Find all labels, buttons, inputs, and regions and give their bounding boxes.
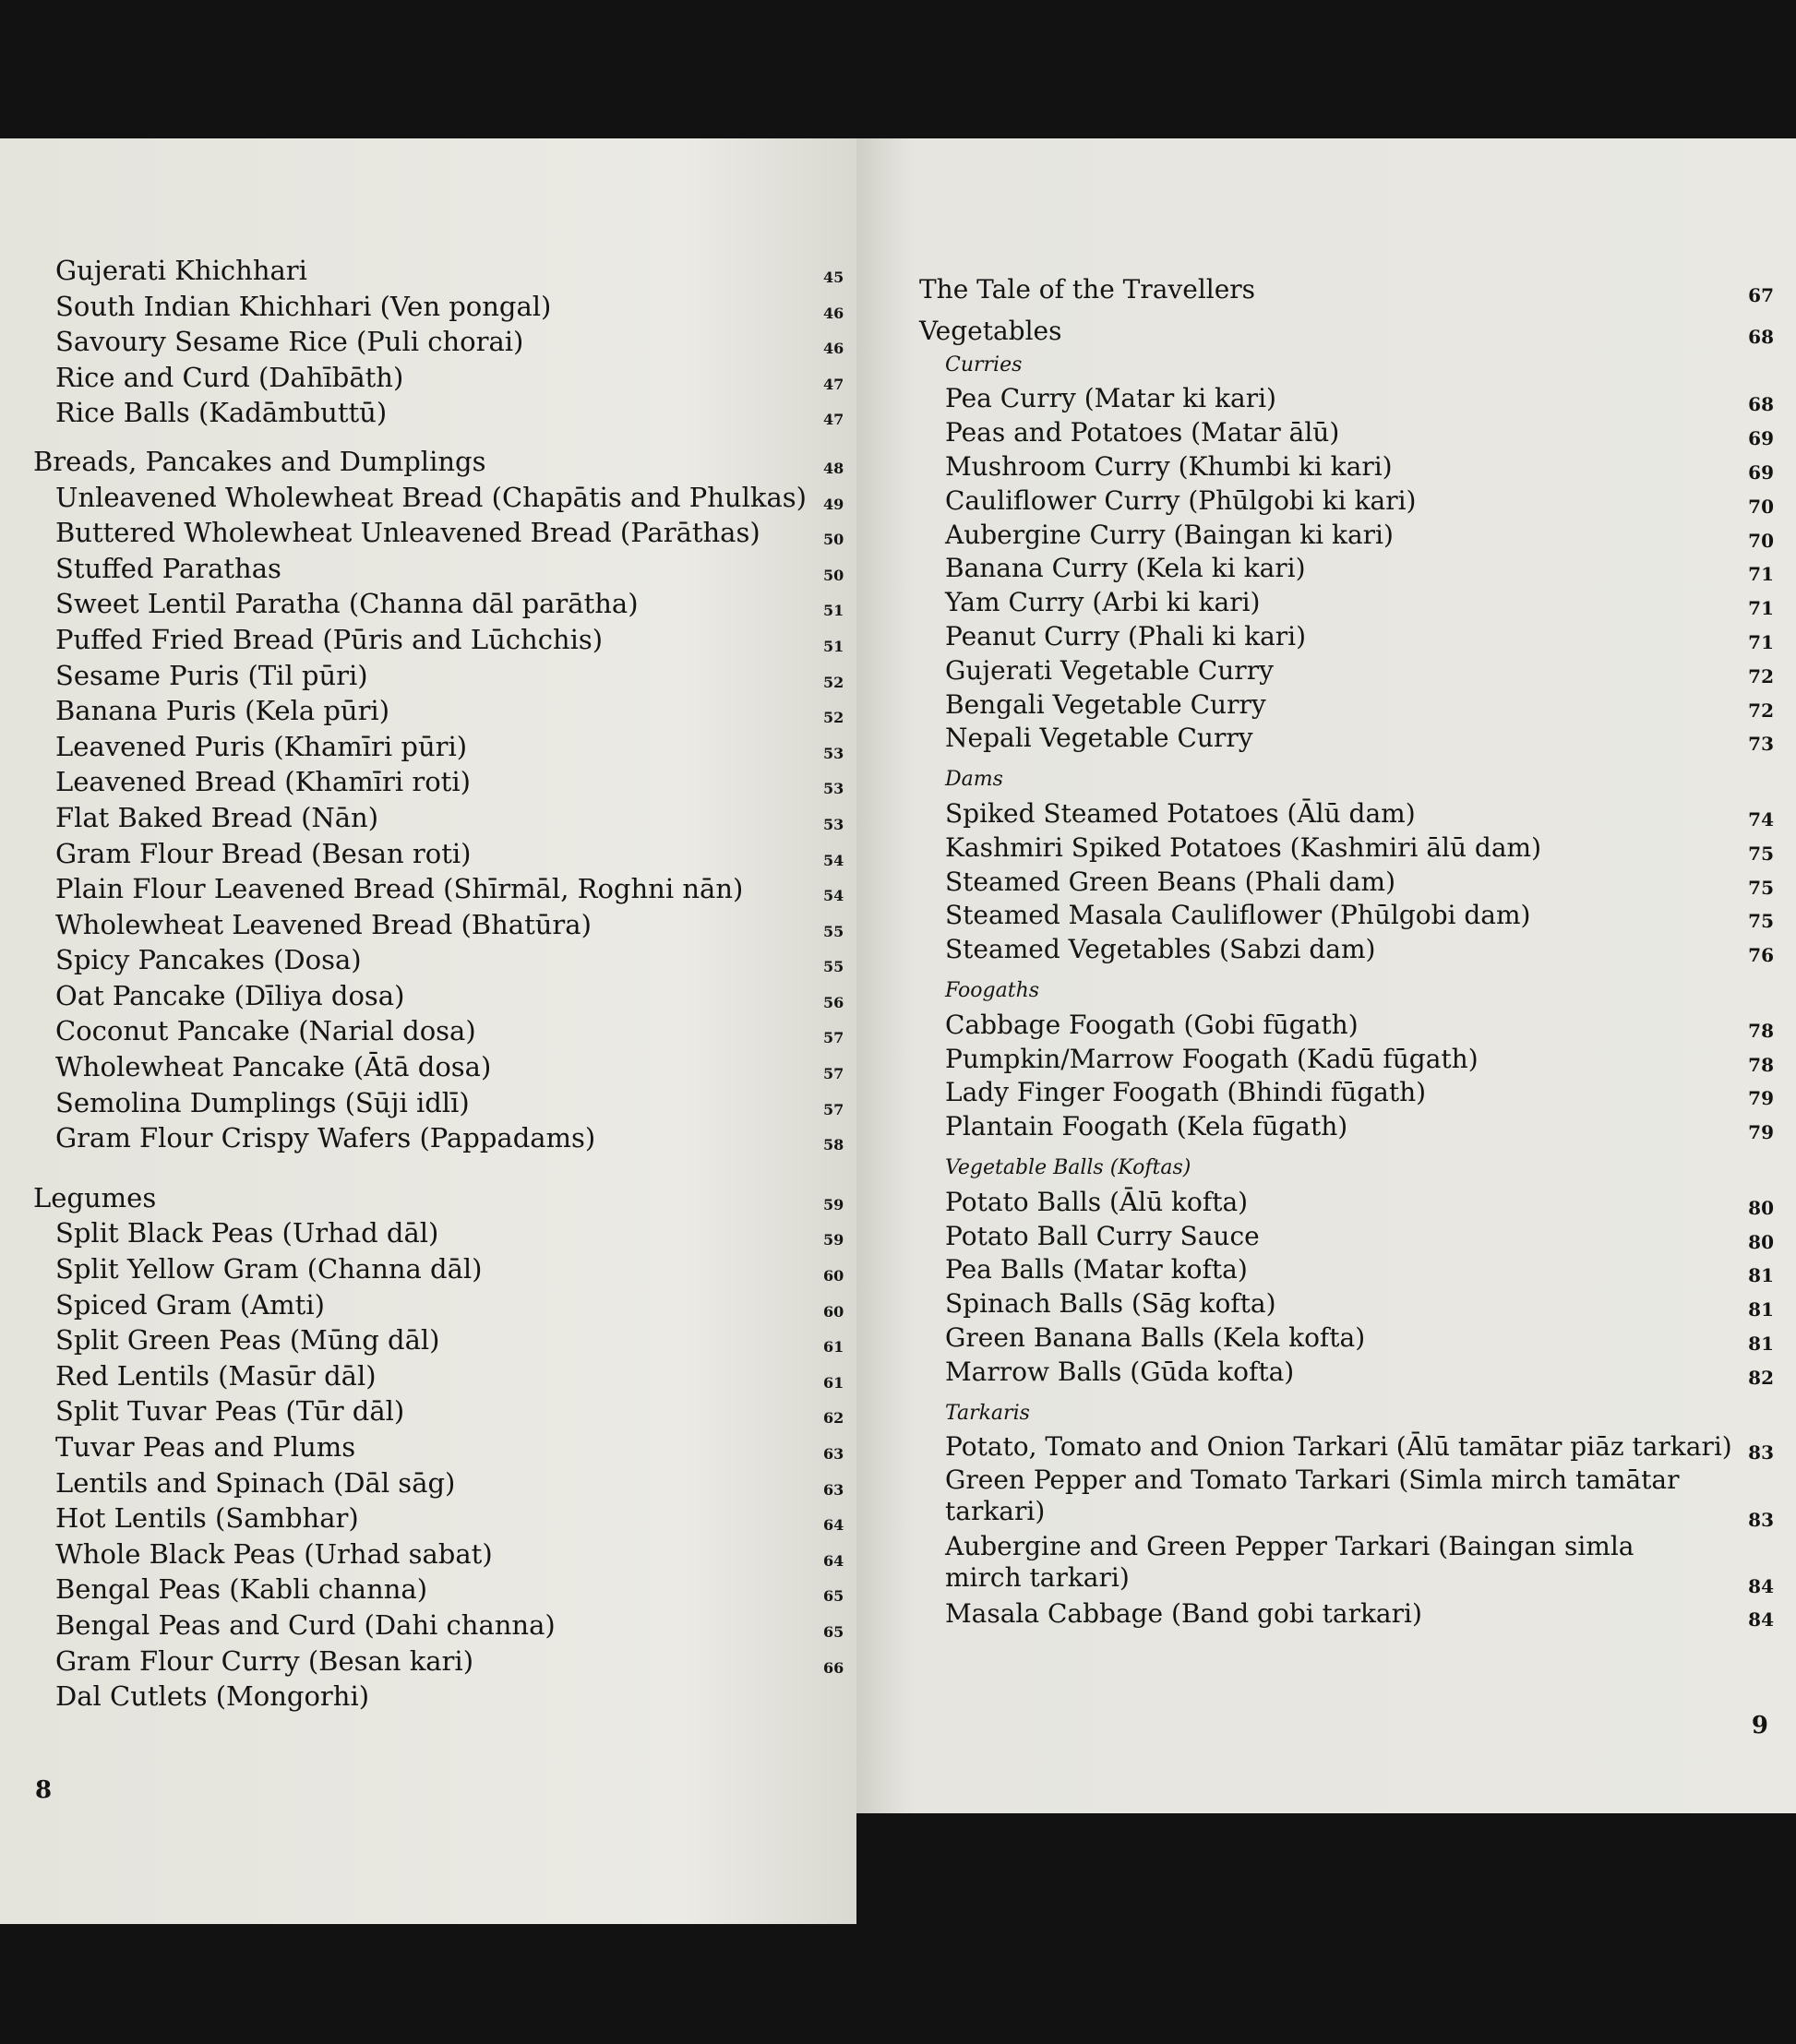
toc-entry: Green Banana Balls (Kela kofta) 81 xyxy=(945,1321,1774,1355)
toc-entry: Split Black Peas (Urhad dāl) 59 xyxy=(55,1217,844,1249)
toc-entry: Bengali Vegetable Curry 72 xyxy=(945,688,1774,722)
page-number: 8 xyxy=(35,1776,53,1804)
toc-subheading: Curries xyxy=(945,353,1023,377)
toc-entry: Cauliflower Curry (Phūlgobi ki kari) 70 xyxy=(945,484,1774,518)
page-number: 9 xyxy=(1751,1712,1768,1739)
toc-entry: Bengal Peas (Kabli channa) 65 xyxy=(55,1573,844,1606)
toc-entry: Sweet Lentil Paratha (Channa dāl parātha) 51 xyxy=(55,588,844,620)
toc-entry: South Indian Khichhari (Ven pongal) 46 xyxy=(55,290,844,322)
toc-right xyxy=(856,273,1796,1632)
toc-entry: Aubergine Curry (Baingan ki kari) 70 xyxy=(945,519,1774,552)
toc-entry: Split Yellow Gram (Channa dāl) 60 xyxy=(55,1253,844,1285)
toc-section-heading: Breads, Pancakes and Dumplings 48 xyxy=(33,445,844,477)
toc-entry: Flat Baked Bread (Nān) 53 xyxy=(55,801,844,833)
toc-entry: Split Tuvar Peas (Tūr dāl) 62 xyxy=(55,1395,844,1428)
toc-section-heading: Vegetables 68 xyxy=(919,315,1774,348)
toc-entry: Stuffed Parathas 50 xyxy=(55,552,844,584)
right-page xyxy=(856,138,1796,1813)
toc-entry: Tuvar Peas and Plums 63 xyxy=(55,1431,844,1463)
toc-entry: Dal Cutlets (Mongorhi) xyxy=(55,1680,370,1713)
toc-entry: Spicy Pancakes (Dosa) 55 xyxy=(55,944,844,976)
toc-entry: Peanut Curry (Phali ki kari) 71 xyxy=(945,620,1774,653)
toc-entry: Lentils and Spinach (Dāl sāg) 63 xyxy=(55,1466,844,1499)
toc-entry: Unleavened Wholewheat Bread (Chapātis and Phulkas) 49 xyxy=(55,481,844,513)
toc-entry: Leavened Bread (Khamīri roti) 53 xyxy=(55,766,844,798)
toc-entry: Hot Lentils (Sambhar) 64 xyxy=(55,1502,844,1535)
left-page xyxy=(0,138,856,1924)
toc-subheading: Tarkaris xyxy=(945,1401,1030,1425)
toc-entry: Pea Balls (Matar kofta) 81 xyxy=(945,1254,1774,1287)
toc-entry: Rice and Curd (Dahībāth) 47 xyxy=(55,361,844,393)
toc-entry: Gram Flour Curry (Besan kari) 66 xyxy=(55,1644,844,1677)
toc-entry: Green Pepper and Tomato Tarkari (Simla mirch tamātar tarkari) 83 xyxy=(945,1464,1774,1532)
toc-entry: Potato Balls (Ālū kofta) 80 xyxy=(945,1186,1774,1219)
toc-entry: Potato, Tomato and Onion Tarkari (Ālū tamātar piāz tarkari) 83 xyxy=(945,1431,1774,1464)
toc-entry: Oat Pancake (Dīliya dosa) 56 xyxy=(55,979,844,1011)
toc-entry: Gram Flour Bread (Besan roti) 54 xyxy=(55,837,844,869)
toc-entry: Masala Cabbage (Band gobi tarkari) 84 xyxy=(945,1598,1774,1632)
toc-entry: Plain Flour Leavened Bread (Shīrmāl, Roghni nān) 54 xyxy=(55,873,844,905)
toc-entry: Bengal Peas and Curd (Dahi channa) 65 xyxy=(55,1608,844,1641)
toc-entry: Savoury Sesame Rice (Puli chorai) 46 xyxy=(55,326,844,358)
toc-entry: Gujerati Khichhari 45 xyxy=(55,255,844,286)
toc-entry: Yam Curry (Arbi ki kari) 71 xyxy=(945,587,1774,620)
toc-entry: Pumpkin/Marrow Foogath (Kadū fūgath) 78 xyxy=(945,1043,1774,1076)
toc-subheading: Dams xyxy=(945,768,1003,792)
toc-subheading: Foogaths xyxy=(945,978,1040,1002)
toc-entry: Pea Curry (Matar ki kari) 68 xyxy=(945,383,1774,416)
toc-entry: Wholewheat Leavened Bread (Bhatūra) 55 xyxy=(55,908,844,940)
toc-entry: Marrow Balls (Gūda kofta) 82 xyxy=(945,1356,1774,1389)
toc-entry: Mushroom Curry (Khumbi ki kari) 69 xyxy=(945,450,1774,484)
toc-entry: Semolina Dumplings (Sūji idlī) 57 xyxy=(55,1086,844,1118)
toc-entry: Whole Black Peas (Urhad sabat) 64 xyxy=(55,1537,844,1570)
toc-entry: Lady Finger Foogath (Bhindi fūgath) 79 xyxy=(945,1077,1774,1110)
toc-section-heading: The Tale of the Travellers 67 xyxy=(919,274,1774,306)
toc-entry: Banana Curry (Kela ki kari) 71 xyxy=(945,553,1774,586)
toc-section-heading: Legumes 59 xyxy=(33,1181,844,1213)
toc-subheading: Vegetable Balls (Koftas) xyxy=(945,1155,1191,1179)
toc-entry: Peas and Potatoes (Matar ālū) 69 xyxy=(945,417,1774,450)
toc-entry: Steamed Vegetables (Sabzi dam) 76 xyxy=(945,934,1774,967)
toc-entry: Split Green Peas (Mūng dāl) 61 xyxy=(55,1324,844,1357)
toc-entry: Steamed Masala Cauliflower (Phūlgobi dam) 75 xyxy=(945,900,1774,933)
toc-entry: Red Lentils (Masūr dāl) 61 xyxy=(55,1359,844,1392)
toc-entry: Kashmiri Spiked Potatoes (Kashmiri ālū dam) 75 xyxy=(945,831,1774,865)
toc-entry: Buttered Wholewheat Unleavened Bread (Parāthas) 50 xyxy=(55,517,844,549)
toc-entry: Rice Balls (Kadāmbuttū) 47 xyxy=(55,397,844,429)
toc-entry: Coconut Pancake (Narial dosa) 57 xyxy=(55,1015,844,1047)
toc-entry: Banana Puris (Kela pūri) 52 xyxy=(55,695,844,727)
toc-entry: Plantain Foogath (Kela fūgath) 79 xyxy=(945,1111,1774,1144)
toc-entry: Spinach Balls (Sāg kofta) 81 xyxy=(945,1288,1774,1321)
toc-entry: Gujerati Vegetable Curry 72 xyxy=(945,654,1774,687)
toc-entry: Aubergine and Green Pepper Tarkari (Baingan simla mirch tarkari) 84 xyxy=(945,1531,1774,1598)
toc-entry: Sesame Puris (Til pūri) 52 xyxy=(55,659,844,691)
toc-entry: Cabbage Foogath (Gobi fūgath) 78 xyxy=(945,1009,1774,1042)
toc-entry: Spiced Gram (Amti) 60 xyxy=(55,1288,844,1321)
toc-left xyxy=(0,253,856,1715)
toc-entry: Spiked Steamed Potatoes (Ālū dam) 74 xyxy=(945,797,1774,831)
toc-entry: Wholewheat Pancake (Ātā dosa) 57 xyxy=(55,1051,844,1083)
toc-entry: Potato Ball Curry Sauce 80 xyxy=(945,1220,1774,1253)
toc-entry: Puffed Fried Bread (Pūris and Lūchchis) 51 xyxy=(55,623,844,655)
toc-entry: Steamed Green Beans (Phali dam) 75 xyxy=(945,866,1774,899)
toc-entry: Gram Flour Crispy Wafers (Pappadams) 58 xyxy=(55,1122,844,1154)
toc-entry: Leavened Puris (Khamīri pūri) 53 xyxy=(55,730,844,762)
toc-entry: Nepali Vegetable Curry 73 xyxy=(945,723,1774,756)
